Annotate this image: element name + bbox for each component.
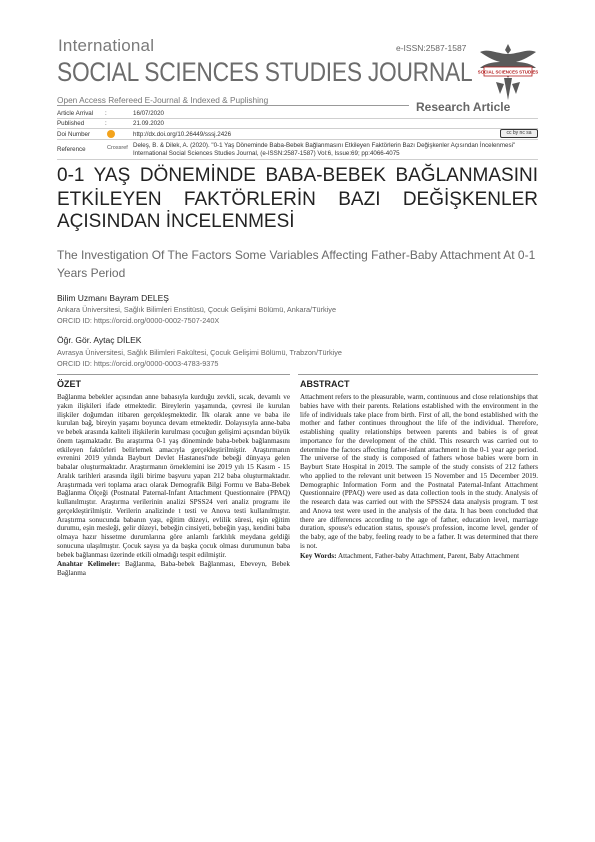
article-type-label: Research Article [416, 100, 511, 114]
doi-icon [107, 130, 115, 138]
ozet-keywords-label: Anahtar Kelimeler: [57, 560, 121, 569]
ozet-keywords-value: Bağlanma, Baba-bebek Bağlanması, Ebeveyn, Bebek Bağlanma [57, 560, 290, 577]
abstract-text: Attachment refers to the pleasurable, warm, continuous and close relationships that babies have with their parents. Relations established with the environment in the life of individuals take place from birth. First of all, the bond established with the mother and father continues throughout the life of the individual. Therefore, establishing quality relationships between parents and babies is of great importance for the development of the child. This research was carried out to determine the factors affecting father-infant attachment in the 0-1 year age period. The universe of the study is composed of fathers whose babies were born in Bayburt State Hospital in 2019. The sample of the study consists of 212 fathers who applied to the relevant unit between 15 November and 15 December 2019. Demographic Information Form and the Postnatal Paternal-Infant Attachment Questionnaire (PPAQ) were used as data collection tools in the study. Analysis of the research data was carried out with the SPSS24 data analysis program. T test and Anova test were used in the analysis of the data. It has been concluded that there are differences according to the age of father, education level, marriage duration, spouse's education status, spouse's profession, income level, gender of the baby, age of the baby, feeling ready to be a father. It was determined that there is not. [300, 393, 538, 550]
arrival-value: 16/07/2020 [133, 109, 164, 117]
author-name: Öğr. Gör. Aytaç DİLEK [57, 335, 142, 345]
abstract-heading: ABSTRACT [300, 379, 350, 389]
author-affiliation: Avrasya Üniversitesi, Sağlık Bilimleri Fakültesi, Çocuk Gelişimi Bölümü, Trabzon/Türkiye [57, 348, 342, 357]
reference-citation: Deleş, B. & Dilek, A. (2020). "0-1 Yaş Döneminde Baba-Bebek Bağlanmasını Etkileyen Faktörlerin Bazı Değişkenler Açısından İncelenmesi" International Social Sciences Studies Journal, (e-ISSN:2587-1587) Vol:6, Issue:69; pp:4066-4075 [133, 141, 516, 157]
title-tr-line-last: AÇISINDAN İNCELENMESİ [57, 211, 295, 232]
logo-text: SOCIAL SCIENCES STUDIES [477, 69, 539, 75]
meta-row-arrival [57, 108, 538, 119]
meta-row-published [57, 119, 538, 130]
meta-row-doi [57, 129, 538, 140]
abstract-rule [298, 374, 538, 375]
journal-title: SOCIAL SCIENCES STUDIES JOURNAL [57, 57, 473, 87]
colon: : [105, 120, 107, 128]
journal-word: International [58, 36, 155, 55]
title-turkish [57, 164, 538, 211]
abstract-body [300, 393, 538, 560]
arrival-label: Article Arrival [57, 109, 94, 117]
journal-logo-icon [474, 38, 542, 106]
title-tr-line: 0-1 YAŞ DÖNEMİNDE BABA-BEBEK BAĞLANMASINI [57, 165, 538, 186]
doi-link[interactable]: http://dx.doi.org/10.26449/sssj.2426 [133, 130, 232, 138]
published-label: Published [57, 120, 85, 128]
crossref-icon[interactable]: Crossref [107, 144, 128, 151]
eissn: e-ISSN:2587-1587 [396, 43, 467, 53]
colon: : [105, 109, 107, 117]
reference-label: Reference [57, 145, 86, 153]
ozet-body [57, 393, 290, 578]
doi-label: Doi Number [57, 130, 91, 138]
author-affiliation: Ankara Üniversitesi, Sağlık Bilimleri Enstitüsü, Çocuk Gelişimi Bölümü, Ankara/Türkiye [57, 305, 336, 314]
abstract-keywords [300, 552, 538, 561]
title-english: The Investigation Of The Factors Some Variables Affecting Father-Baby Attachment At 0-1 Years Period [57, 248, 536, 280]
author-name: Bilim Uzmanı Bayram DELEŞ [57, 293, 169, 303]
author-orcid[interactable]: ORCID ID: https://orcid.org/0000-0002-7507-240X [57, 316, 220, 325]
header-divider [57, 105, 409, 106]
author-orcid[interactable]: ORCID ID: https://orcid.org/0000-0003-4783-9375 [57, 359, 219, 368]
journal-subtitle: Open Access Refereed E-Journal & Indexed & Puplishing [57, 95, 269, 105]
ozet-text: Bağlanma bebekler açısından anne babasıyla kurduğu zevkli, sıcak, devamlı ve yakın ilişkileri ifade etmektedir. Bireylerin yaşamında, çevresi ile kurulan ilişkiler doğumdan itibaren gerçekleşmektedir. İlk olarak anne ve baba ile kurulan bağ, bireyin yaşamı boyunca devam etmektedir. Dolayısıyla anne-baba ve bebek arasında kaliteli ilişkilerin kurulması çocuğun gelişimi açısından büyük önem taşımaktadır. Bu araştırma 0-1 yaş döneminde baba-bebek bağlanmasını etkileyen faktörleri belirlemek amacıyla gerçekleştirilmiştir. Araştırmanın evrenini 2019 yılında Bayburt Devlet Hastanesi'nde bebeği dünyaya gelen babalar oluşturmaktadır. Araştırmanın örneklemini ise 2019 yılı 15 Kasım - 15 Aralık tarihleri arasında ilgili birime başvuru yapan 212 baba oluşturmaktadır. Araştırmada veri toplama aracı olarak Demografik Bilgi Formu ve Baba-Bebek Bağlanma Ölçeği (Postnatal Paternal-Infant Attachment Questionnaire (PPAQ) kullanılmıştır. Araştırma verilerinin analizi SPSS24 veri analiz programı ile gerçekleştirilmiştir. Verilerin analizinde t testi ve Anova testi kullanılmıştır. Araştırma sonucunda babanın yaşı, eğitim düzeyi, evlilik süresi, eşin eğitim durumu, eşin mesleği, gelir düzeyi, bebeğin cinsiyeti, bebeğin yaşı, kendini baba olmaya hazır hissetme durumlarına göre anlamlı farklılık meydana geldiği sonucuna ulaşılmıştır. Çocuk sayısı ya da başka çocuk olması durumunun baba bebek bağlanması üzerinde etkili olmadığı tespit edilmiştir. [57, 393, 290, 559]
meta-row-reference [57, 140, 538, 160]
abstract-keywords-value: Attachment, Father-baby Attachment, Parent, Baby Attachment [336, 551, 520, 560]
published-value: 21.09.2020 [133, 120, 164, 128]
cc-license-icon[interactable]: cc by nc sa [500, 129, 538, 138]
abstract-keywords-label: Key Words: [300, 551, 337, 560]
ozet-heading: ÖZET [57, 379, 81, 389]
ozet-keywords [57, 560, 290, 578]
title-tr-line: ETKİLEYEN FAKTÖRLERİN BAZI DEĞİŞKENLER [57, 188, 538, 210]
article-meta-table [57, 108, 538, 160]
ozet-rule [57, 374, 290, 375]
